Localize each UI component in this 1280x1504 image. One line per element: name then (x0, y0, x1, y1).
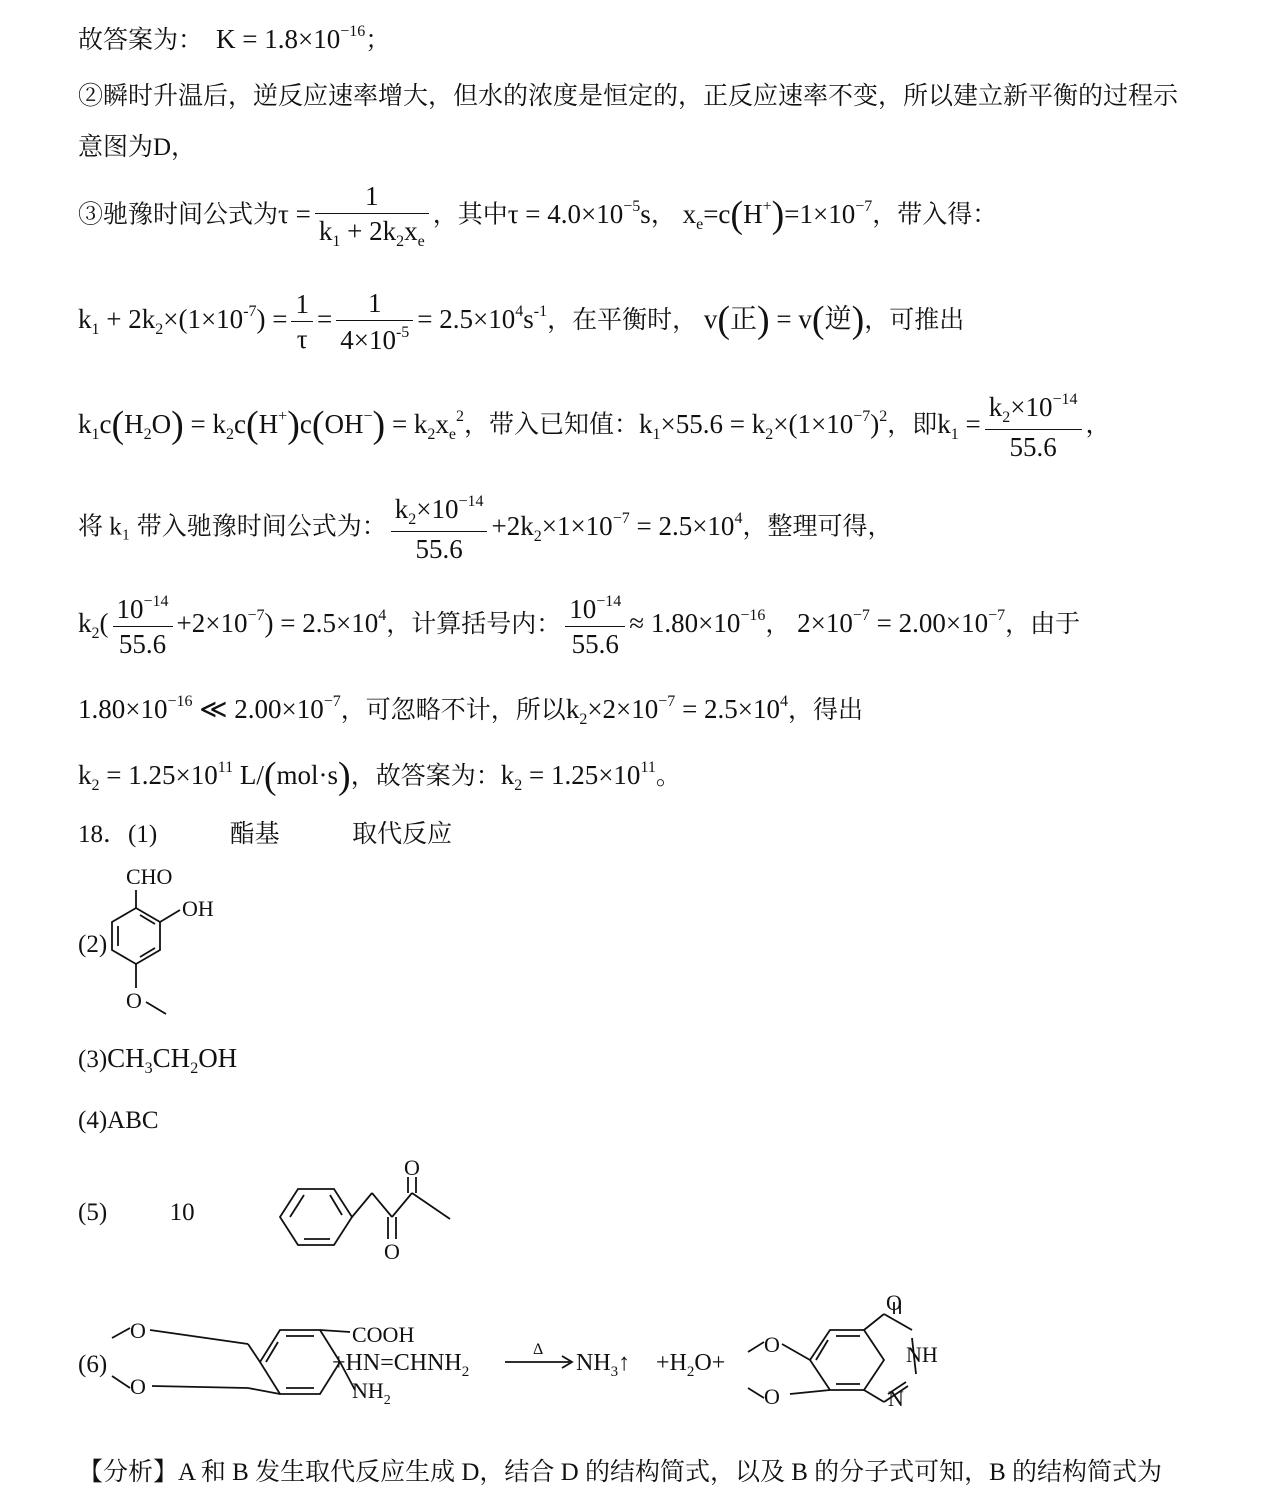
line-10 (78, 757, 681, 795)
q18-part2-label: (2) (78, 931, 108, 958)
formula-k2-product: $k_2\times 2\times 10^{-7} = 2.5\times 10^4$ (565, 693, 789, 728)
text-l8-mid: ，计算括号内： (386, 611, 562, 639)
label-oh: OH (182, 896, 214, 921)
formula-compare: $1.80\times 10^{-16}$ ≪ $2.00\times 10^{-7}$ (78, 693, 341, 724)
formula-k2-bracket: $k_2$( $\frac{10^{-14}}{55.6}$ $+2\times 10^{-7}) = 2.5\times 10^4$ (78, 593, 387, 659)
line-2: ②瞬时升温后，逆反应速率增大，但水的浓度是恒定的，正反应速率不变，所以建立新平衡的过程示 (78, 83, 1179, 110)
structure-aldehyde-phenol (100, 860, 240, 1025)
formula-approx: $\frac{10^{-14}}{55.6}$ ≈ $1.80\times 10^{-16}$ (561, 608, 765, 638)
label-nh: NH (906, 1342, 938, 1367)
text-l4-suffix: ，带入得： (872, 201, 998, 229)
text-l10-mid: ，故答案为： (350, 763, 501, 790)
formula-tau-value: $\tau = 4.0\times 10^{-5}s$ (507, 197, 651, 229)
label-o-reactant-2: O (130, 1374, 146, 1399)
text-l6-mid: ，带入已知值： (464, 411, 640, 439)
formula-tau: τ = $\frac{1}{k_1 + 2k_2x_e}$ (278, 199, 433, 229)
text-l9-suffix: ，得出 (788, 697, 864, 724)
formula-substitute: $\frac{k_2\times 10^{-14}}{55.6}$ $+2k_2\times 1\times 10^{-7} = 2.5\times 10^4$ (387, 511, 743, 541)
label-o-carbonyl: O (886, 1290, 902, 1315)
q18-label: 18．(1) (78, 821, 158, 848)
label-cho: CHO (126, 864, 173, 889)
answer-substitution: 取代反应 (352, 821, 453, 848)
formula-k-value: $K = 1.8\times 10^{-16}$ (209, 23, 366, 54)
formula-v-equal: v(正) = v(逆) (697, 299, 865, 342)
formula-k2-result: $k_2 = 1.25\times 10^{11}$ L/(mol·s) (78, 755, 351, 797)
text-l1: 故答案为： (78, 27, 204, 54)
structure-diketone (260, 1155, 460, 1265)
q18-part3-label: (3) (78, 1046, 108, 1073)
text-l4-prefix: ③驰豫时间公式为 (78, 201, 279, 229)
line-3: 意图为D， (78, 134, 197, 161)
analysis-line: 【分析】A 和 B 发生取代反应生成 D，结合 D 的结构简式，以及 B 的分子式可知，B 的结构简式为 (78, 1459, 1163, 1486)
formula-ethanol: $CH_3CH_2OH$ (107, 1043, 238, 1077)
line-1: 故答案为： $K = 1.8\times 10^{-16}$； (78, 23, 391, 54)
formula-equilibrium: $k_1c(H_2O) = k_2c(H^+)c(OH^-) = k_2x_e^2$ (78, 403, 465, 446)
line-7 (78, 494, 892, 563)
line-6 (78, 392, 1111, 461)
heat-symbol: Δ (533, 1341, 544, 1358)
text-l6-mid2: ，即 (887, 411, 938, 439)
q18-part1 (78, 822, 452, 847)
label-cooh: COOH (352, 1322, 415, 1347)
text-l10-suffix: 。 (655, 763, 681, 790)
text-l8-suffix: ，由于 (1005, 611, 1081, 639)
label-n: N (888, 1386, 904, 1411)
label-o-upper: O (404, 1155, 420, 1180)
answer-isomer-count: 10 (169, 1199, 195, 1226)
q18-part5-label: (5) (78, 1199, 108, 1226)
text-l4-comma: ， (650, 201, 676, 229)
formula-k1-55: $k_1\times 55.6 = k_2\times(1\times 10^{-7})^2$ (639, 407, 888, 443)
line-9 (78, 694, 863, 728)
label-o-reactant-1: O (130, 1318, 146, 1343)
text-l5-suffix: ，可推出 (864, 307, 965, 335)
text-l4-mid: ，其中 (432, 201, 508, 229)
text-l7-prefix: 将 k₁ 带入驰豫时间公式为： (78, 513, 387, 541)
line-4 (78, 183, 997, 250)
q18-part3 (78, 1045, 237, 1077)
label-nh3: $NH_3↑$ (576, 1350, 631, 1380)
label-reagent: $+HN=CHNH_2$ (332, 1350, 470, 1380)
reaction-equation (100, 1290, 960, 1430)
text-l7-suffix: ，整理可得， (742, 513, 893, 541)
formula-xe: $x_e=c(H^+)=1\times 10^{-7}$ (675, 193, 873, 236)
text-l8-comma: ， (765, 611, 791, 639)
q18-part6-label: (6) (78, 1351, 108, 1378)
q18-part5 (78, 1200, 195, 1225)
formula-k2-answer: $k_2 = 1.25\times 10^{11}$ (500, 759, 656, 794)
answer-ester-group: 酯基 (229, 821, 280, 848)
formula-2e7: $2\times 10^{-7} = 2.00\times 10^{-7}$ (790, 607, 1006, 639)
label-nh2: $NH_2$ (352, 1378, 391, 1408)
label-o-product-2: O (764, 1384, 780, 1409)
text-l6-suffix: ， (1085, 411, 1111, 439)
formula-k1-frac: $k_1$ = $\frac{k_2\times 10^{-14}}{55.6}$ (937, 409, 1085, 439)
formula-k1-k2: $k_1 + 2k_2\times(1\times 10^{-7})$ = $\frac{1}{\tau}$ = $\frac{1}{4\times 10^{-5}}$ = $2.5\times 10^4s^{-1}$ (78, 288, 548, 355)
label-o-methoxy: O (126, 988, 142, 1013)
line-5 (78, 290, 964, 354)
text-l9-mid: ，可忽略不计，所以 (340, 697, 566, 724)
q18-part4: (4)ABC (78, 1107, 159, 1134)
text-l5-mid: ，在平衡时， (547, 307, 698, 335)
label-o-lower: O (384, 1239, 400, 1264)
line-8 (78, 594, 1080, 658)
label-water: $+H_2O+$ (656, 1350, 726, 1380)
label-o-product-1: O (764, 1332, 780, 1357)
